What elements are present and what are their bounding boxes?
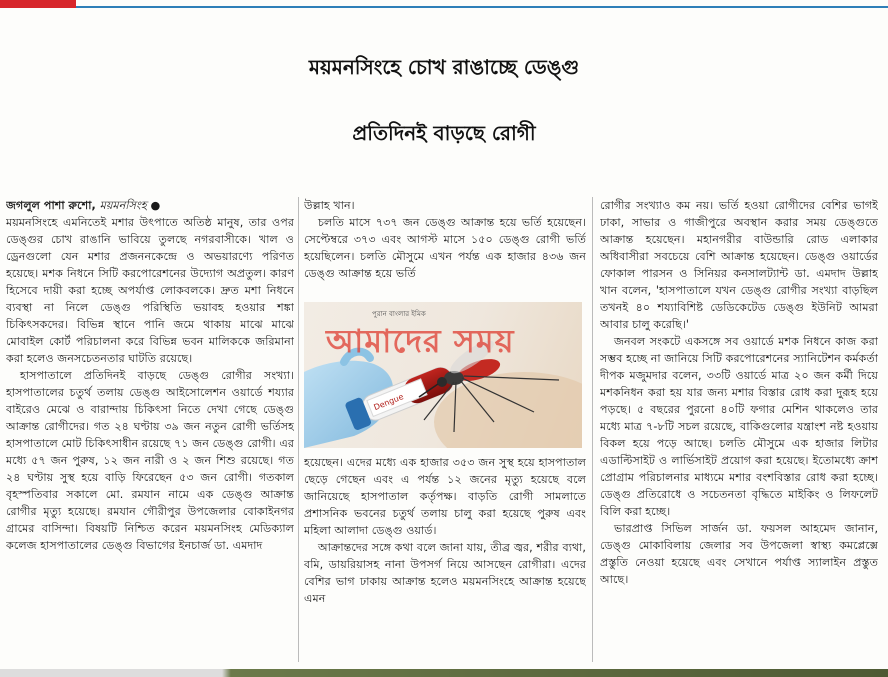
paragraph: জনবল সংকটে একসঙ্গে সব ওয়ার্ডে মশক নিধনে কাজ করা সম্ভব হচ্ছে না জানিয়ে সিটি করপোরেশনের স্যানিটেশন কর্মকর্তা দীপক মজুমদার বলেন, ৩৩টি ওয়ার্ডে মাত্র ২০ জন কর্মী দিয়ে মশকনিধন করা হয় যার জন্য মশার বিস্তার রোধ করা দুরূহ হয়ে পড়ছে। ৫ বছরের পুরনো ৪০টি ফগার মেশিন থাকলেও তার মধ্যে মাত্র ৭-৮টি সচল রয়েছে, বাকিগুলোর যন্ত্রাংশ নষ্ট হওয়ায় বিকল হয়ে পড়ে আছে। চলতি মৌসুমে এক হাজার লিটার এডাল্টিসাইট ও লার্ভিসাইট প্রয়োগ করা হয়েছে। ইতোমধ্যে ক্রাশ প্রোগ্রাম পরিচালনার মাধ্যমে মশার বংশবিস্তার রোধ করা হচ্ছে। ডেঙ্গু প্রতিরোধে ও সচেতনতা বৃদ্ধিতে মাইকিং ও লিফলেট বিলি করা হচ্ছে। [600, 335, 878, 518]
paragraph: হাসপাতালে প্রতিদিনই বাড়ছে ডেঙ্গু রোগীর সংখ্যা। হাসপাতালের চতুর্থ তলায় ডেঙ্গু আইসোলেশন ওয়ার্ডে শয্যার বাইরেও মেঝে ও বারান্দায় চিকিৎসা নিতে দেখা গেছে ডেঙ্গু আক্রান্ত রোগীদের। গত ২৪ ঘণ্টায় ৩৯ জন নতুন রোগী ভর্তিসহ হাসপাতালে মোট চিকিৎসাধীন রয়েছে ৭১ জন ডেঙ্গু রোগী। এর মধ্যে ৫৭ জন পুরুষ, ১২ জন নারী ও ২ জন শিশু রয়েছে। গত ২৪ ঘণ্টায় সুস্থ হয়ে বাড়ি ফিরেছেন ৫৩ জন রোগী। গতকাল বৃহস্পতিবার সকালে মো. রমযান নামে এক ডেঙ্গু আক্রান্ত রোগীর মৃত্যু হয়েছে। রমযান গৌরীপুর উপজেলার বোকাইনগর গ্রামের বাসিন্দা। বিষয়টি নিশ্চিত করেন ময়মনসিংহ মেডিক্যাল কলেজ হাসপাতালের ডেঙ্গু বিভাগের ইনচার্জ ডা. এমদাদ [6, 369, 294, 552]
paragraph: ময়মনসিংহে এমনিতেই মশার উৎপাতে অতিষ্ঠ মানুষ, তার ওপর ডেঙ্গুর চোখ রাঙানি ভাবিয়ে তুলছে নগরবাসীকে। খাল ও ড্রেনগুলো যেন মশার প্রজননকেন্দ্রে ও অভয়ারণ্যে পরিণত হয়েছে। মশক নিধনে সিটি করপোরেশনের উদ্যোগ অপ্রতুল। কারণ হিসেবে দায়ী করা হচ্ছে অপর্যাপ্ত লোকবলকে। দ্রুত মশা নিধনে ব্যবস্থা না নিলে ডেঙ্গু পরিস্থিতি ভয়াবহ হওয়ার শঙ্কা চিকিৎসকদের। বিভিন্ন স্থানে পানি জমে থাকায় মাঝে মাঝে মোবাইল কোর্ট পরিচালনা করে বিভিন্ন ভবন মালিককে জরিমানা করা হলেও জনসচেতনতার ঘাটতি রয়েছে। [6, 216, 294, 365]
paragraph: উল্লাহ খান। [304, 199, 355, 212]
column-divider [298, 197, 299, 662]
watermark-logo: আমাদের সময় [326, 322, 515, 360]
article-column-1 [6, 197, 294, 659]
watermark-tagline: পুরান বাংলার ইমিক [372, 310, 426, 318]
article-photo [304, 302, 582, 448]
section-rule-blue [76, 6, 888, 8]
byline-location: ময়মনসিংহ [99, 199, 147, 212]
section-tab-red [0, 0, 76, 8]
headline-line-2: প্রতিদিনই বাড়ছে রোগী [352, 121, 536, 145]
paragraph: আক্রান্তদের সঙ্গে কথা বলে জানা যায়, তীব্র জ্বর, শরীর ব্যথা, বমি, ডায়রিয়াসহ নানা উপসর্গ নিয়ে আসছেন রোগীরা। এদের বেশির ভাগ ঢাকায় আক্রান্ত হলেও ময়মনসিংহে আক্রান্ত হয়েছে এমন [304, 541, 586, 605]
headline-line-1: ময়মনসিংহে চোখ রাঙাচ্ছে ডেঙ্গু [308, 55, 580, 79]
bullet-icon: ● [150, 199, 161, 212]
paragraph: ভারপ্রাপ্ত সিভিল সার্জন ডা. ফয়সল আহমেদ জানান, ডেঙ্গু মোকাবিলায় জেলার সব উপজেলা স্বাস্থ্য কমপ্লেক্সে প্রস্তুতি নেওয়া হয়েছে এবং সেখানে পর্যাপ্ত স্যালাইন প্রস্তুত আছে। [600, 522, 878, 586]
article-column-2-bottom [304, 454, 586, 664]
byline [6, 197, 294, 214]
article-column-2-top [304, 197, 586, 297]
paragraph: হয়েছেন। এদের মধ্যে এক হাজার ৩৫৩ জন সুস্থ হয়ে হাসপাতাল ছেড়ে গেছেন এবং এ পর্যন্ত ১২ জনের মৃত্যু হয়েছে বলে জানিয়েছে হাসপাতাল কর্তৃপক্ষ। বাড়তি রোগী সামলাতে প্রশাসনিক ভবনের চতুর্থ তলায় চালু করা হয়েছে পুরুষ এবং মহিলা আলাদা ডেঙ্গু ওয়ার্ড। [304, 456, 586, 537]
next-article-strip [0, 669, 888, 677]
tube-label: Dengue [372, 392, 405, 413]
headline [0, 34, 888, 166]
byline-author: জগলুল পাশা রুশো, [6, 199, 96, 212]
paragraph: চলতি মাসে ৭৩৭ জন ডেঙ্গু আক্রান্ত হয়ে ভর্তি হয়েছেন। সেপ্টেম্বরে ৩৭৩ এবং আগস্ট মাসে ১৫০ ডেঙ্গু রোগী ভর্তি হয়েছিলেন। চলতি মৌসুমে এখন পর্যন্ত এক হাজার ৪৩৬ জন ডেঙ্গু আক্রান্ত হয়ে ভর্তি [304, 216, 586, 280]
masthead-bar [0, 0, 888, 10]
column-divider [592, 197, 593, 662]
article-column-3 [600, 197, 878, 659]
paragraph: রোগীর সংখ্যাও কম নয়। ভর্তি হওয়া রোগীদের বেশির ভাগই ঢাকা, সাভার ও গাজীপুরে অবস্থান করার সময় ডেঙ্গুতে আক্রান্ত হয়েছেন। মহানগরীর বাউন্ডারি রোড এলাকার অধিবাসীরা সবচেয়ে বেশি আক্রান্ত হয়েছেন। ডেঙ্গু ওয়ার্ডের ফোকাল পারসন ও সিনিয়র কনসালট্যান্ট ডা. এমদাদ উল্লাহ খান বলেন, 'হাসপাতালে যখন ডেঙ্গু রোগীর সংখ্যা বাড়ছিল তখনই ৪০ শয্যাবিশিষ্ট ডেডিকেটেড ডেঙ্গু ইউনিট আমরা আবার চালু করেছি।' [600, 199, 878, 331]
